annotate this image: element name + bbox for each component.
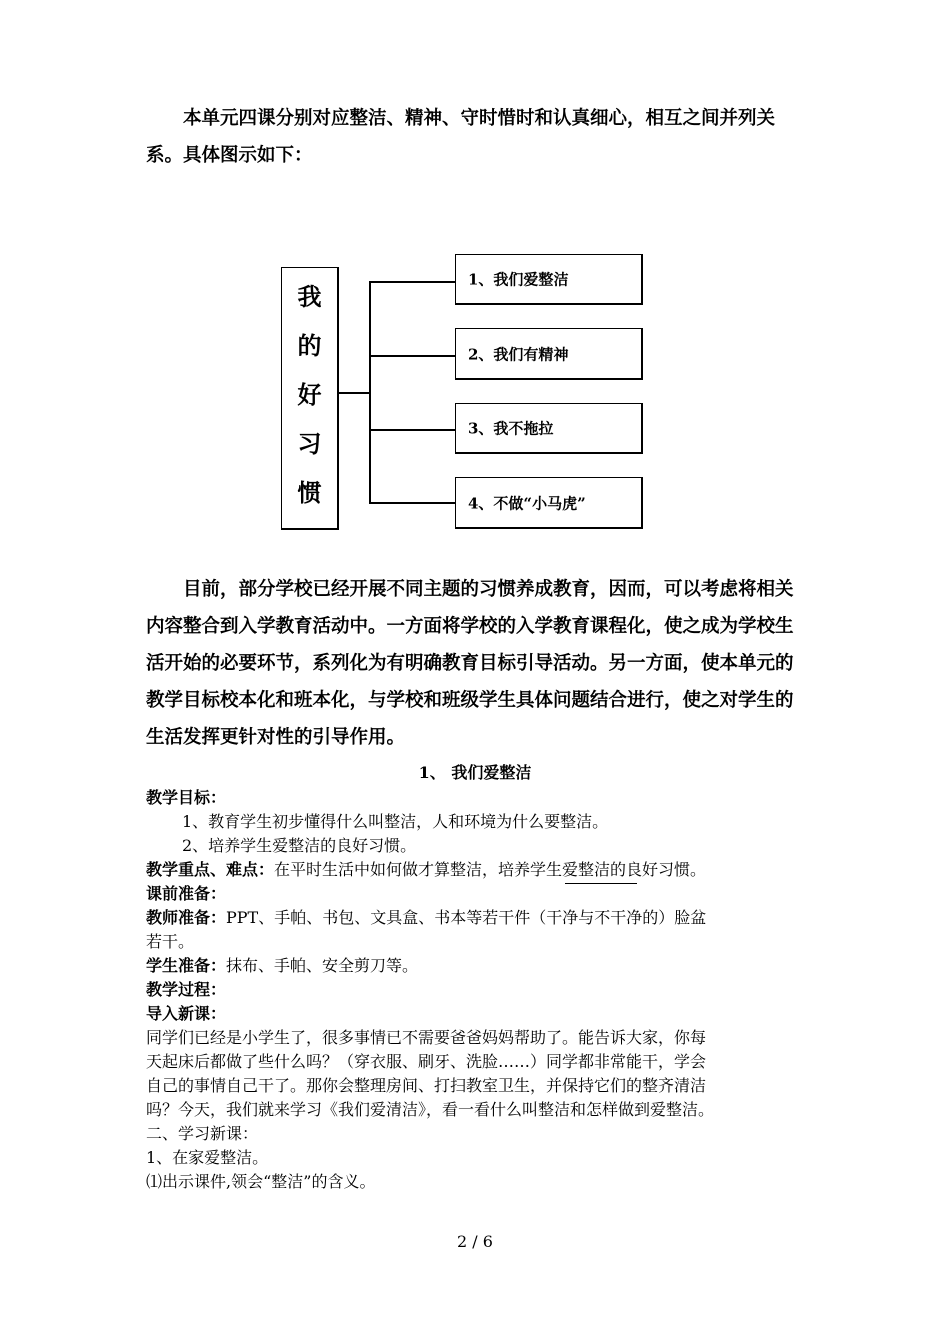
teacher-prep-text: PPT、手帕、书包、文具盒、书本等若干件（干净与不干净的）脸盆 xyxy=(226,908,707,927)
root-char: 习 xyxy=(297,429,322,458)
intro-line: 天起床后都做了些什么吗？（穿衣服、刷牙、洗脸……）同学都非常能干，学会 xyxy=(146,1052,707,1071)
key-points-heading: 教学重点、难点： xyxy=(146,860,275,879)
intro-heading: 导入新课： xyxy=(146,1004,227,1023)
diagram-root-box xyxy=(281,267,339,530)
lesson-box-label: 3、我不拖拉 xyxy=(468,419,554,438)
lesson-box-label: 4、不做“小马虎” xyxy=(468,494,586,512)
student-prep-heading: 学生准备： xyxy=(146,956,227,975)
teacher-prep-heading: 教师准备： xyxy=(146,908,227,927)
process-heading: 教学过程： xyxy=(146,980,227,999)
lesson-box xyxy=(455,254,643,305)
sub-step-item: ⑴出示课件,领会“整洁”的含义。 xyxy=(146,1172,376,1191)
step-item: 1、在家爱整洁。 xyxy=(146,1148,269,1167)
teacher-prep-line xyxy=(146,906,826,930)
objectives-heading: 教学目标： xyxy=(146,788,227,807)
key-points-text: 在平时生活中如何做才算整洁，培养学生爱整洁的良好习惯。 xyxy=(274,860,707,879)
intro-text: 本单元四课分别对应整洁、精神、守时惜时和认真细心，相互之间并列关系。具体图示如下： xyxy=(146,108,776,166)
connector-branch xyxy=(369,355,455,357)
prep-heading: 课前准备： xyxy=(146,884,227,903)
connector-branch xyxy=(369,281,455,283)
root-char: 惯 xyxy=(297,478,322,507)
intro-line: 同学们已经是小学生了，很多事情已不需要爸爸妈妈帮助了。能告诉大家，你每 xyxy=(146,1028,707,1047)
page-number: 2 / 6 xyxy=(457,1232,493,1251)
objective-item: 2、培养学生爱整洁的良好习惯。 xyxy=(182,836,417,855)
context-text: 目前，部分学校已经开展不同主题的习惯养成教育，因而，可以考虑将相关内容整合到入学教育活动中。一方面将学校的入学教育课程化，使之成为学校生活开始的必要环节，系列化为有明确教育目标引导活动。另一方面，使本单元的教学目标校本化和班本化，与学校和班级学生具体问题结合进行，使之对学生的生活发挥更针对性的引导作用。 xyxy=(146,579,794,748)
student-prep-text: 抹布、手帕、安全剪刀等。 xyxy=(226,956,419,975)
lesson-box xyxy=(455,477,643,529)
underline-mark xyxy=(565,883,637,884)
connector-trunk xyxy=(369,281,371,503)
lesson-box-label: 2、我们有精神 xyxy=(468,345,569,363)
objective-item: 1、教育学生初步懂得什么叫整洁，人和环境为什么要整洁。 xyxy=(182,812,609,831)
key-points-line xyxy=(146,858,826,882)
connector-branch xyxy=(369,429,455,431)
intro-line: 吗？今天，我们就来学习《我们爱清洁》，看一看什么叫整洁和怎样做到爱整洁。 xyxy=(146,1100,715,1119)
root-char: 的 xyxy=(297,331,322,360)
lesson-title: 1、 我们爱整洁 xyxy=(418,763,532,782)
intro-line: 自己的事情自己干了。那你会整理房间、打扫教室卫生，并保持它们的整齐清洁 xyxy=(146,1076,707,1095)
root-char: 好 xyxy=(297,380,322,409)
intro-paragraph xyxy=(146,100,806,174)
habit-diagram xyxy=(0,0,950,560)
teacher-prep-continuation: 若干。 xyxy=(146,932,195,951)
connector-root xyxy=(339,392,370,394)
context-paragraph xyxy=(146,571,806,756)
new-lesson-heading: 二、学习新课： xyxy=(146,1124,259,1143)
lesson-box xyxy=(455,403,643,454)
connector-branch xyxy=(369,502,455,504)
student-prep-line xyxy=(146,954,826,978)
lesson-box xyxy=(455,328,643,380)
lesson-box-label: 1、我们爱整洁 xyxy=(468,270,569,289)
lesson-plan xyxy=(146,786,826,1194)
root-char: 我 xyxy=(297,282,322,311)
